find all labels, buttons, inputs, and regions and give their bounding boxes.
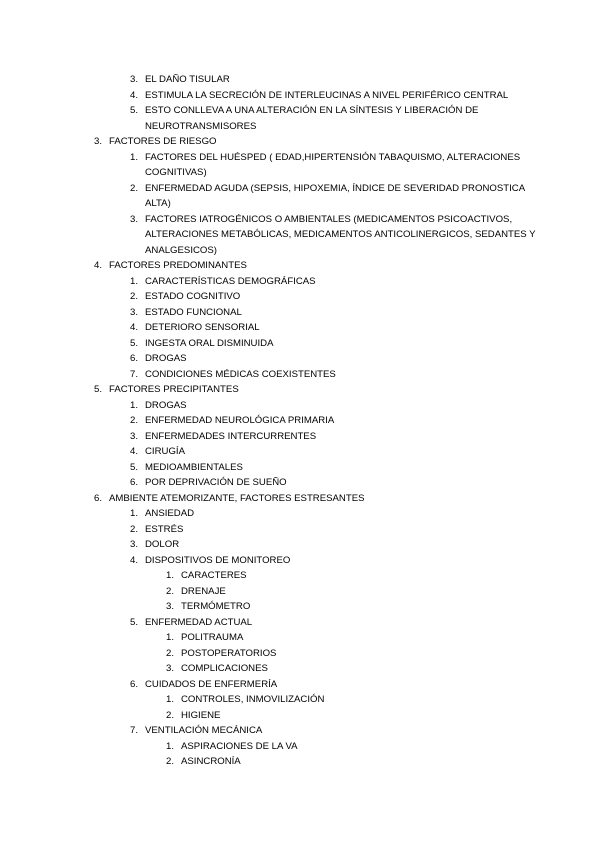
item-text: ASINCRONÍA	[181, 756, 241, 767]
outline-item-level-2	[0, 460, 600, 476]
item-number: 2.	[165, 585, 174, 597]
outline-item-level-2	[0, 506, 600, 522]
item-text: CUIDADOS DE ENFERMERÍA	[145, 678, 278, 690]
item-text: ALTERACIONES METABÓLICAS, MEDICAMENTOS ANTICOLINERGICOS, SEDANTES Y	[145, 229, 536, 240]
item-text: POSTOPERATORIOS	[181, 647, 277, 659]
outline-continuation-line	[0, 119, 600, 135]
item-number: 2.	[165, 647, 174, 659]
item-text: FACTORES DEL HUÉSPED ( EDAD,HIPERTENSIÓN TABAQUISMO, ALTERACIONES	[145, 151, 521, 163]
outline-item-level-2	[0, 88, 600, 104]
item-number: 1.	[165, 694, 174, 705]
outline-item-level-3	[0, 584, 600, 600]
outline-item-level-3	[0, 692, 600, 708]
outline-item-level-1	[0, 134, 600, 150]
item-number: 2.	[129, 182, 138, 194]
item-number: 1.	[129, 275, 138, 287]
item-text: ESTIMULA LA SECRECIÓN DE INTERLEUCINAS A NIVEL PERIFÉRICO CENTRAL	[145, 89, 509, 101]
outline-item-level-2	[0, 475, 600, 491]
item-text: CIRUGÍA	[145, 446, 185, 457]
outline-item-level-2	[0, 212, 600, 228]
outline-item-level-3	[0, 630, 600, 646]
outline-item-level-2	[0, 336, 600, 352]
item-text: CONDICIONES MÉDICAS COEXISTENTES	[145, 368, 336, 380]
item-text: INGESTA ORAL DISMINUIDA	[145, 337, 274, 349]
item-text: CARACTERES	[181, 570, 247, 581]
item-number: 5.	[129, 337, 138, 349]
item-number: 1.	[165, 740, 174, 752]
outline-continuation-line	[0, 227, 600, 243]
item-text: AMBIENTE ATEMORIZANTE, FACTORES ESTRESANTES	[109, 492, 365, 504]
item-text: POLITRAUMA	[181, 632, 244, 643]
item-text: ANSIEDAD	[145, 508, 195, 519]
item-number: 6.	[129, 477, 138, 488]
outline-item-level-2	[0, 351, 600, 367]
outline-item-level-2	[0, 429, 600, 445]
item-number: 3.	[93, 136, 102, 147]
item-text: FACTORES DE RIESGO	[109, 136, 217, 147]
outline-item-level-2	[0, 553, 600, 569]
item-number: 5.	[129, 616, 138, 628]
item-number: 5.	[93, 384, 102, 395]
outline-continuation-line	[0, 165, 600, 181]
outline-item-level-2	[0, 367, 600, 383]
item-number: 4.	[129, 89, 138, 101]
item-text: NEUROTRANSMISORES	[145, 120, 257, 132]
item-text: DETERIORO SENSORIAL	[145, 322, 260, 333]
item-text: DOLOR	[145, 539, 180, 550]
item-number: 1.	[129, 508, 138, 519]
item-number: 2.	[129, 415, 138, 426]
item-number: 4.	[93, 260, 102, 271]
item-number: 3.	[129, 430, 138, 442]
item-number: 6.	[129, 353, 138, 364]
outline-item-level-3	[0, 646, 600, 662]
item-number: 7.	[129, 368, 138, 380]
outline-item-level-2	[0, 274, 600, 290]
outline-item-level-2	[0, 444, 600, 460]
outline-item-level-3	[0, 754, 600, 770]
item-number: 6.	[129, 678, 138, 690]
outline-item-level-2	[0, 413, 600, 429]
item-text: DROGAS	[145, 399, 187, 411]
item-text: ENFERMEDAD ACTUAL	[145, 616, 253, 628]
item-number: 3.	[165, 601, 174, 612]
document-page	[0, 72, 600, 770]
item-number: 2.	[129, 523, 138, 535]
outline-item-level-2	[0, 72, 600, 88]
item-text: FACTORES PREDOMINANTES	[109, 260, 247, 271]
item-number: 7.	[129, 725, 138, 736]
outline-continuation-line	[0, 243, 600, 259]
item-number: 1.	[165, 570, 174, 581]
item-number: 2.	[165, 709, 174, 721]
outline-item-level-1	[0, 382, 600, 398]
outline-item-level-2	[0, 181, 600, 197]
item-number: 1.	[129, 151, 138, 163]
item-text: ASPIRACIONES DE LA VA	[181, 740, 298, 752]
outline-item-level-2	[0, 150, 600, 166]
item-text: COMPLICACIONES	[181, 663, 268, 674]
outline-item-level-2	[0, 723, 600, 739]
item-number: 3.	[129, 213, 138, 225]
item-text: FACTORES IATROGÉNICOS O AMBIENTALES (MEDICAMENTOS PSICOACTIVOS,	[145, 213, 513, 225]
item-text: POR DEPRIVACIÓN DE SUEÑO	[145, 477, 287, 488]
item-number: 1.	[129, 399, 138, 411]
item-text: COGNITIVAS)	[145, 167, 207, 178]
outline-item-level-2	[0, 398, 600, 414]
item-text: ESTRÉS	[145, 523, 184, 535]
item-text: ALTA)	[145, 198, 171, 209]
outline-continuation-line	[0, 196, 600, 212]
item-number: 4.	[129, 446, 138, 457]
outline-item-level-1	[0, 491, 600, 507]
item-number: 4.	[129, 554, 138, 566]
item-number: 2.	[129, 291, 138, 302]
outline-item-level-3	[0, 568, 600, 584]
item-text: HIGIENE	[181, 709, 221, 721]
outline-item-level-2	[0, 677, 600, 693]
outline-item-level-3	[0, 708, 600, 724]
outline-item-level-2	[0, 615, 600, 631]
outline-item-level-3	[0, 599, 600, 615]
item-text: ENFERMEDAD AGUDA (SEPSIS, HIPOXEMIA, ÍNDICE DE SEVERIDAD PRONOSTICA	[145, 182, 526, 194]
item-text: ESTADO FUNCIONAL	[145, 306, 242, 318]
item-number: 1.	[165, 632, 174, 643]
item-text: DISPOSITIVOS DE MONITOREO	[145, 554, 291, 566]
item-number: 3.	[129, 74, 138, 85]
outline-item-level-1	[0, 258, 600, 274]
outline-item-level-2	[0, 537, 600, 553]
outline-item-level-2	[0, 320, 600, 336]
item-text: CONTROLES, INMOVILIZACIÓN	[181, 694, 325, 705]
item-number: 3.	[129, 539, 138, 550]
item-number: 3.	[129, 306, 138, 318]
item-text: FACTORES PRECIPITANTES	[109, 384, 239, 395]
item-text: TERMÓMETRO	[181, 601, 251, 612]
item-text: ESTO CONLLEVA A UNA ALTERACIÓN EN LA SÍNTESIS Y LIBERACIÓN DE	[145, 105, 479, 116]
item-number: 6.	[93, 492, 102, 504]
outline-item-level-2	[0, 103, 600, 119]
item-text: MEDIOAMBIENTALES	[145, 461, 243, 473]
item-number: 4.	[129, 322, 138, 333]
item-text: VENTILACIÓN MECÁNICA	[145, 725, 263, 736]
outline-item-level-3	[0, 661, 600, 677]
item-text: CARACTERÍSTICAS DEMOGRÁFICAS	[145, 275, 316, 287]
outline-item-level-2	[0, 305, 600, 321]
item-text: DROGAS	[145, 353, 187, 364]
item-text: ENFERMEDADES INTERCURRENTES	[145, 430, 317, 442]
item-text: DRENAJE	[181, 585, 226, 597]
outline-item-level-2	[0, 522, 600, 538]
item-number: 5.	[129, 105, 138, 116]
item-text: ANALGESICOS)	[145, 244, 217, 256]
outline-item-level-2	[0, 289, 600, 305]
item-number: 5.	[129, 461, 138, 473]
item-text: ESTADO COGNITIVO	[145, 291, 241, 302]
item-text: ENFERMEDAD NEUROLÓGICA PRIMARIA	[145, 415, 335, 426]
item-text: EL DAÑO TISULAR	[145, 74, 230, 85]
item-number: 3.	[165, 663, 174, 674]
item-number: 2.	[165, 756, 174, 767]
outline-item-level-3	[0, 739, 600, 755]
